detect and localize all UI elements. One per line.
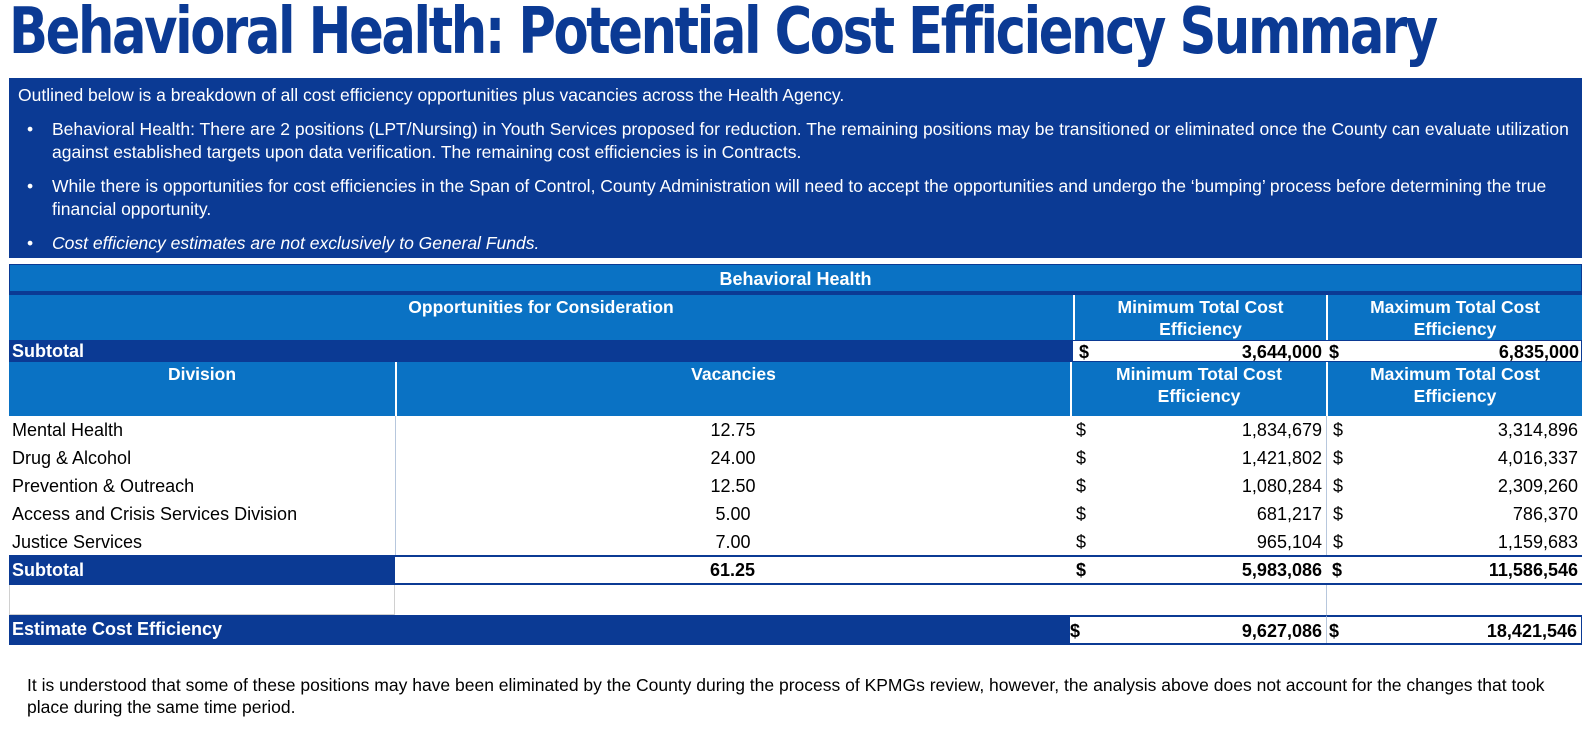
max-cell: $ 4,016,337 xyxy=(1326,444,1582,472)
vacancies-cell: 7.00 xyxy=(395,528,1070,555)
intro-bullet: • While there is opportunities for cost efficiencies in the Span of Control, County Administration will need to accept the opportunities and undergo the ‘bumping’ process before determining the true financial opportunity. xyxy=(27,176,1547,219)
estimate-row xyxy=(9,615,1582,645)
max-header: Maximum Total Cost Efficiency xyxy=(1326,295,1582,340)
blank-row xyxy=(9,585,1582,615)
vacancies-cell: 24.00 xyxy=(395,444,1070,472)
table-row xyxy=(9,444,1582,472)
subtotal-bottom-min: $ 5,983,086 xyxy=(1076,560,1322,580)
currency-symbol: $ xyxy=(1329,342,1340,362)
subtotal-bottom-max: $ 11,586,546 xyxy=(1332,560,1578,580)
subtotal-top-label: Subtotal xyxy=(9,340,1073,361)
min-cell: $ 965,104 xyxy=(1076,532,1322,552)
division-header: Division xyxy=(167,364,237,384)
estimate-max: $ 18,421,546 xyxy=(1326,615,1582,643)
vacancies-header: Vacancies xyxy=(395,362,1070,416)
intro-bullet-list xyxy=(18,118,1572,255)
estimate-label: Estimate Cost Efficiency xyxy=(9,615,1070,643)
subtotal-bottom-vacancies: 61.25 xyxy=(709,560,756,580)
vacancies-cell: 5.00 xyxy=(395,500,1070,528)
division-cell: Drug & Alcohol xyxy=(12,448,132,468)
vacancies-cell: 12.50 xyxy=(395,472,1070,500)
min-cell: $ 681,217 xyxy=(1076,504,1322,524)
max-header-2: Maximum Total Cost Efficiency xyxy=(1326,362,1582,416)
min-cell: $ 1,834,679 xyxy=(1076,420,1322,440)
division-cell: Justice Services xyxy=(12,532,143,552)
subtotal-bottom-row xyxy=(9,557,1582,585)
max-cell: $ 2,309,260 xyxy=(1326,472,1582,500)
subtotal-top-max: $ 6,835,000 xyxy=(1326,340,1582,361)
subtotal-top-row xyxy=(9,340,1582,362)
estimate-min: $ 9,627,086 xyxy=(1070,615,1326,643)
intro-bullet: • Behavioral Health: There are 2 positions (LPT/Nursing) in Youth Services proposed for reduction. The remaining positions may be transitioned or eliminated once the County can evaluate utilization against established targets upon data verification. The remaining cost efficiencies is in Contracts. xyxy=(27,119,1569,162)
header-row-opportunities xyxy=(9,292,1582,340)
intro-bullet: • Cost efficiency estimates are not exclusively to General Funds. xyxy=(27,233,540,253)
header-row-division xyxy=(9,362,1582,416)
table-row xyxy=(9,472,1582,500)
bullet-icon: • xyxy=(27,119,34,139)
intro-panel xyxy=(9,78,1582,258)
currency-symbol: $ xyxy=(1079,342,1090,362)
opportunities-header: Opportunities for Consideration xyxy=(408,297,674,317)
division-cell: Mental Health xyxy=(12,420,124,440)
max-cell: $ 786,370 xyxy=(1326,500,1582,528)
intro-lead: Outlined below is a breakdown of all cost efficiency opportunities plus vacancies across the Health Agency. xyxy=(18,85,845,105)
table-row xyxy=(9,528,1582,557)
division-cell: Access and Crisis Services Division xyxy=(12,504,298,524)
bullet-icon: • xyxy=(27,233,34,253)
table-caption: Behavioral Health xyxy=(9,264,1582,292)
min-cell: $ 1,421,802 xyxy=(1076,448,1322,468)
footnote: It is understood that some of these positions may have been eliminated by the County during the process of KPMGs review, however, the analysis above does not account for the changes that took place during the same time period. xyxy=(27,675,1545,717)
page-title: Behavioral Health: Potential Cost Efficiency Summary xyxy=(9,0,1436,69)
max-cell: $ 1,159,683 xyxy=(1326,528,1582,555)
subtotal-top-min: $ 3,644,000 xyxy=(1073,340,1326,361)
subtotal-bottom-label: Subtotal xyxy=(9,557,395,583)
min-cell: $ 1,080,284 xyxy=(1076,476,1322,496)
max-cell: $ 3,314,896 xyxy=(1326,416,1582,444)
min-header-2: Minimum Total Cost Efficiency xyxy=(1070,362,1326,416)
vacancies-cell: 12.75 xyxy=(395,416,1070,444)
table-row xyxy=(9,500,1582,528)
table-row xyxy=(9,416,1582,444)
min-header: Minimum Total Cost Efficiency xyxy=(1073,295,1326,340)
division-cell: Prevention & Outreach xyxy=(12,476,195,496)
bullet-icon: • xyxy=(27,176,34,196)
